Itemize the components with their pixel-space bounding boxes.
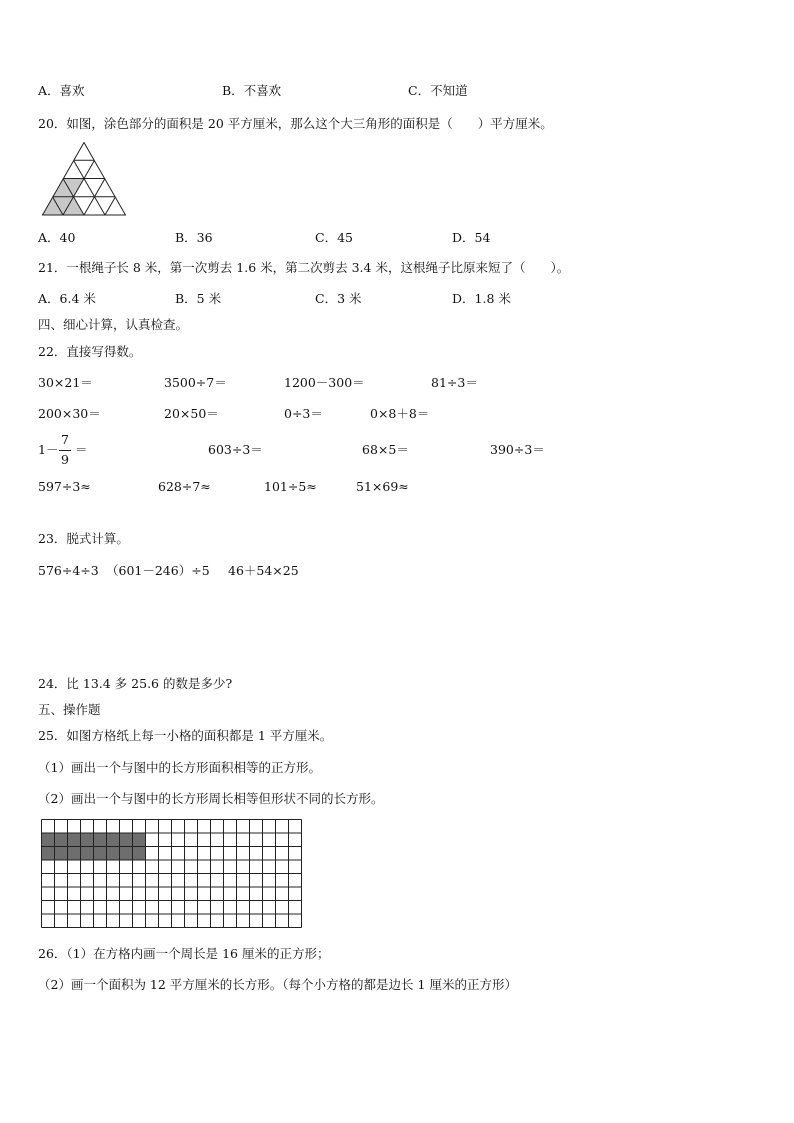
q20-question: 20．如图，涂色部分的面积是 20 平方厘米，那么这个大三角形的面积是（ ）平方厘米。 (38, 116, 553, 131)
calc-item: 390÷3＝ (490, 442, 545, 457)
calc-expression: 576÷4÷3 (38, 563, 99, 578)
fraction-bar (59, 450, 71, 451)
calc-fraction-suffix: ＝ (75, 442, 88, 457)
q19-option-c: C．不知道 (408, 83, 468, 98)
calc-item: 68×5＝ (362, 442, 409, 457)
q21-option-c: C．3 米 (315, 291, 362, 306)
q26-sub2: （2）画一个面积为 12 平方厘米的长方形。（每个小方格的都是边长 1 厘米的正方形） (38, 977, 517, 992)
calc-item: 0×8＋8＝ (370, 406, 430, 421)
calc-item: 200×30＝ (38, 406, 101, 421)
q20-option-c: C．45 (315, 230, 353, 245)
q25-title: 25．如图方格纸上每一小格的面积都是 1 平方厘米。 (38, 728, 333, 743)
calc-item: 597÷3≈ (38, 479, 91, 494)
calc-item: 628÷7≈ (158, 479, 211, 494)
q26-sub1: 26．（1）在方格内画一个周长是 16 厘米的正方形； (38, 946, 330, 961)
calc-item: 0÷3＝ (284, 406, 323, 421)
q19-option-a: A．喜欢 (38, 83, 85, 98)
calc-expression: 46＋54×25 (228, 563, 299, 578)
calc-item: 101÷5≈ (264, 479, 317, 494)
q20-option-d: D．54 (452, 230, 491, 245)
q21-option-d: D．1.8 米 (452, 291, 511, 306)
section-5-heading: 五、操作题 (38, 702, 101, 717)
grid-paper (40, 818, 304, 930)
q24-question: 24．比 13.4 多 25.6 的数是多少? (38, 676, 233, 691)
fraction-numerator: 7 (61, 432, 69, 447)
calc-item: 81÷3＝ (431, 375, 478, 390)
calc-fraction-prefix: 1－ (38, 442, 59, 457)
q23-title: 23．脱式计算。 (38, 531, 129, 546)
calc-item: 30×21＝ (38, 375, 93, 390)
q19-option-b: B．不喜欢 (222, 83, 282, 98)
q21-question: 21．一根绳子长 8 米，第一次剪去 1.6 米，第二次剪去 3.4 米，这根绳子比原来短了（ ）。 (38, 260, 570, 275)
calc-item: 20×50＝ (164, 406, 219, 421)
q20-option-b: B．36 (175, 230, 213, 245)
calc-expression: （601－246）÷5 (106, 563, 210, 578)
q25-sub1: （1）画出一个与图中的长方形面积相等的正方形。 (38, 760, 321, 775)
triangle-figure (42, 142, 126, 216)
q20-option-a: A．40 (38, 230, 76, 245)
q21-option-a: A．6.4 米 (38, 291, 96, 306)
section-4-heading: 四、细心计算，认真检查。 (38, 317, 189, 332)
q21-option-b: B．5 米 (175, 291, 222, 306)
calc-item: 3500÷7＝ (164, 375, 227, 390)
q25-sub2: （2）画出一个与图中的长方形周长相等但形状不同的长方形。 (38, 791, 384, 806)
calc-item: 51×69≈ (356, 479, 409, 494)
calc-item: 603÷3＝ (208, 442, 263, 457)
fraction-denominator: 9 (61, 452, 69, 467)
q22-title: 22．直接写得数。 (38, 344, 142, 359)
calc-item: 1200－300＝ (284, 375, 365, 390)
